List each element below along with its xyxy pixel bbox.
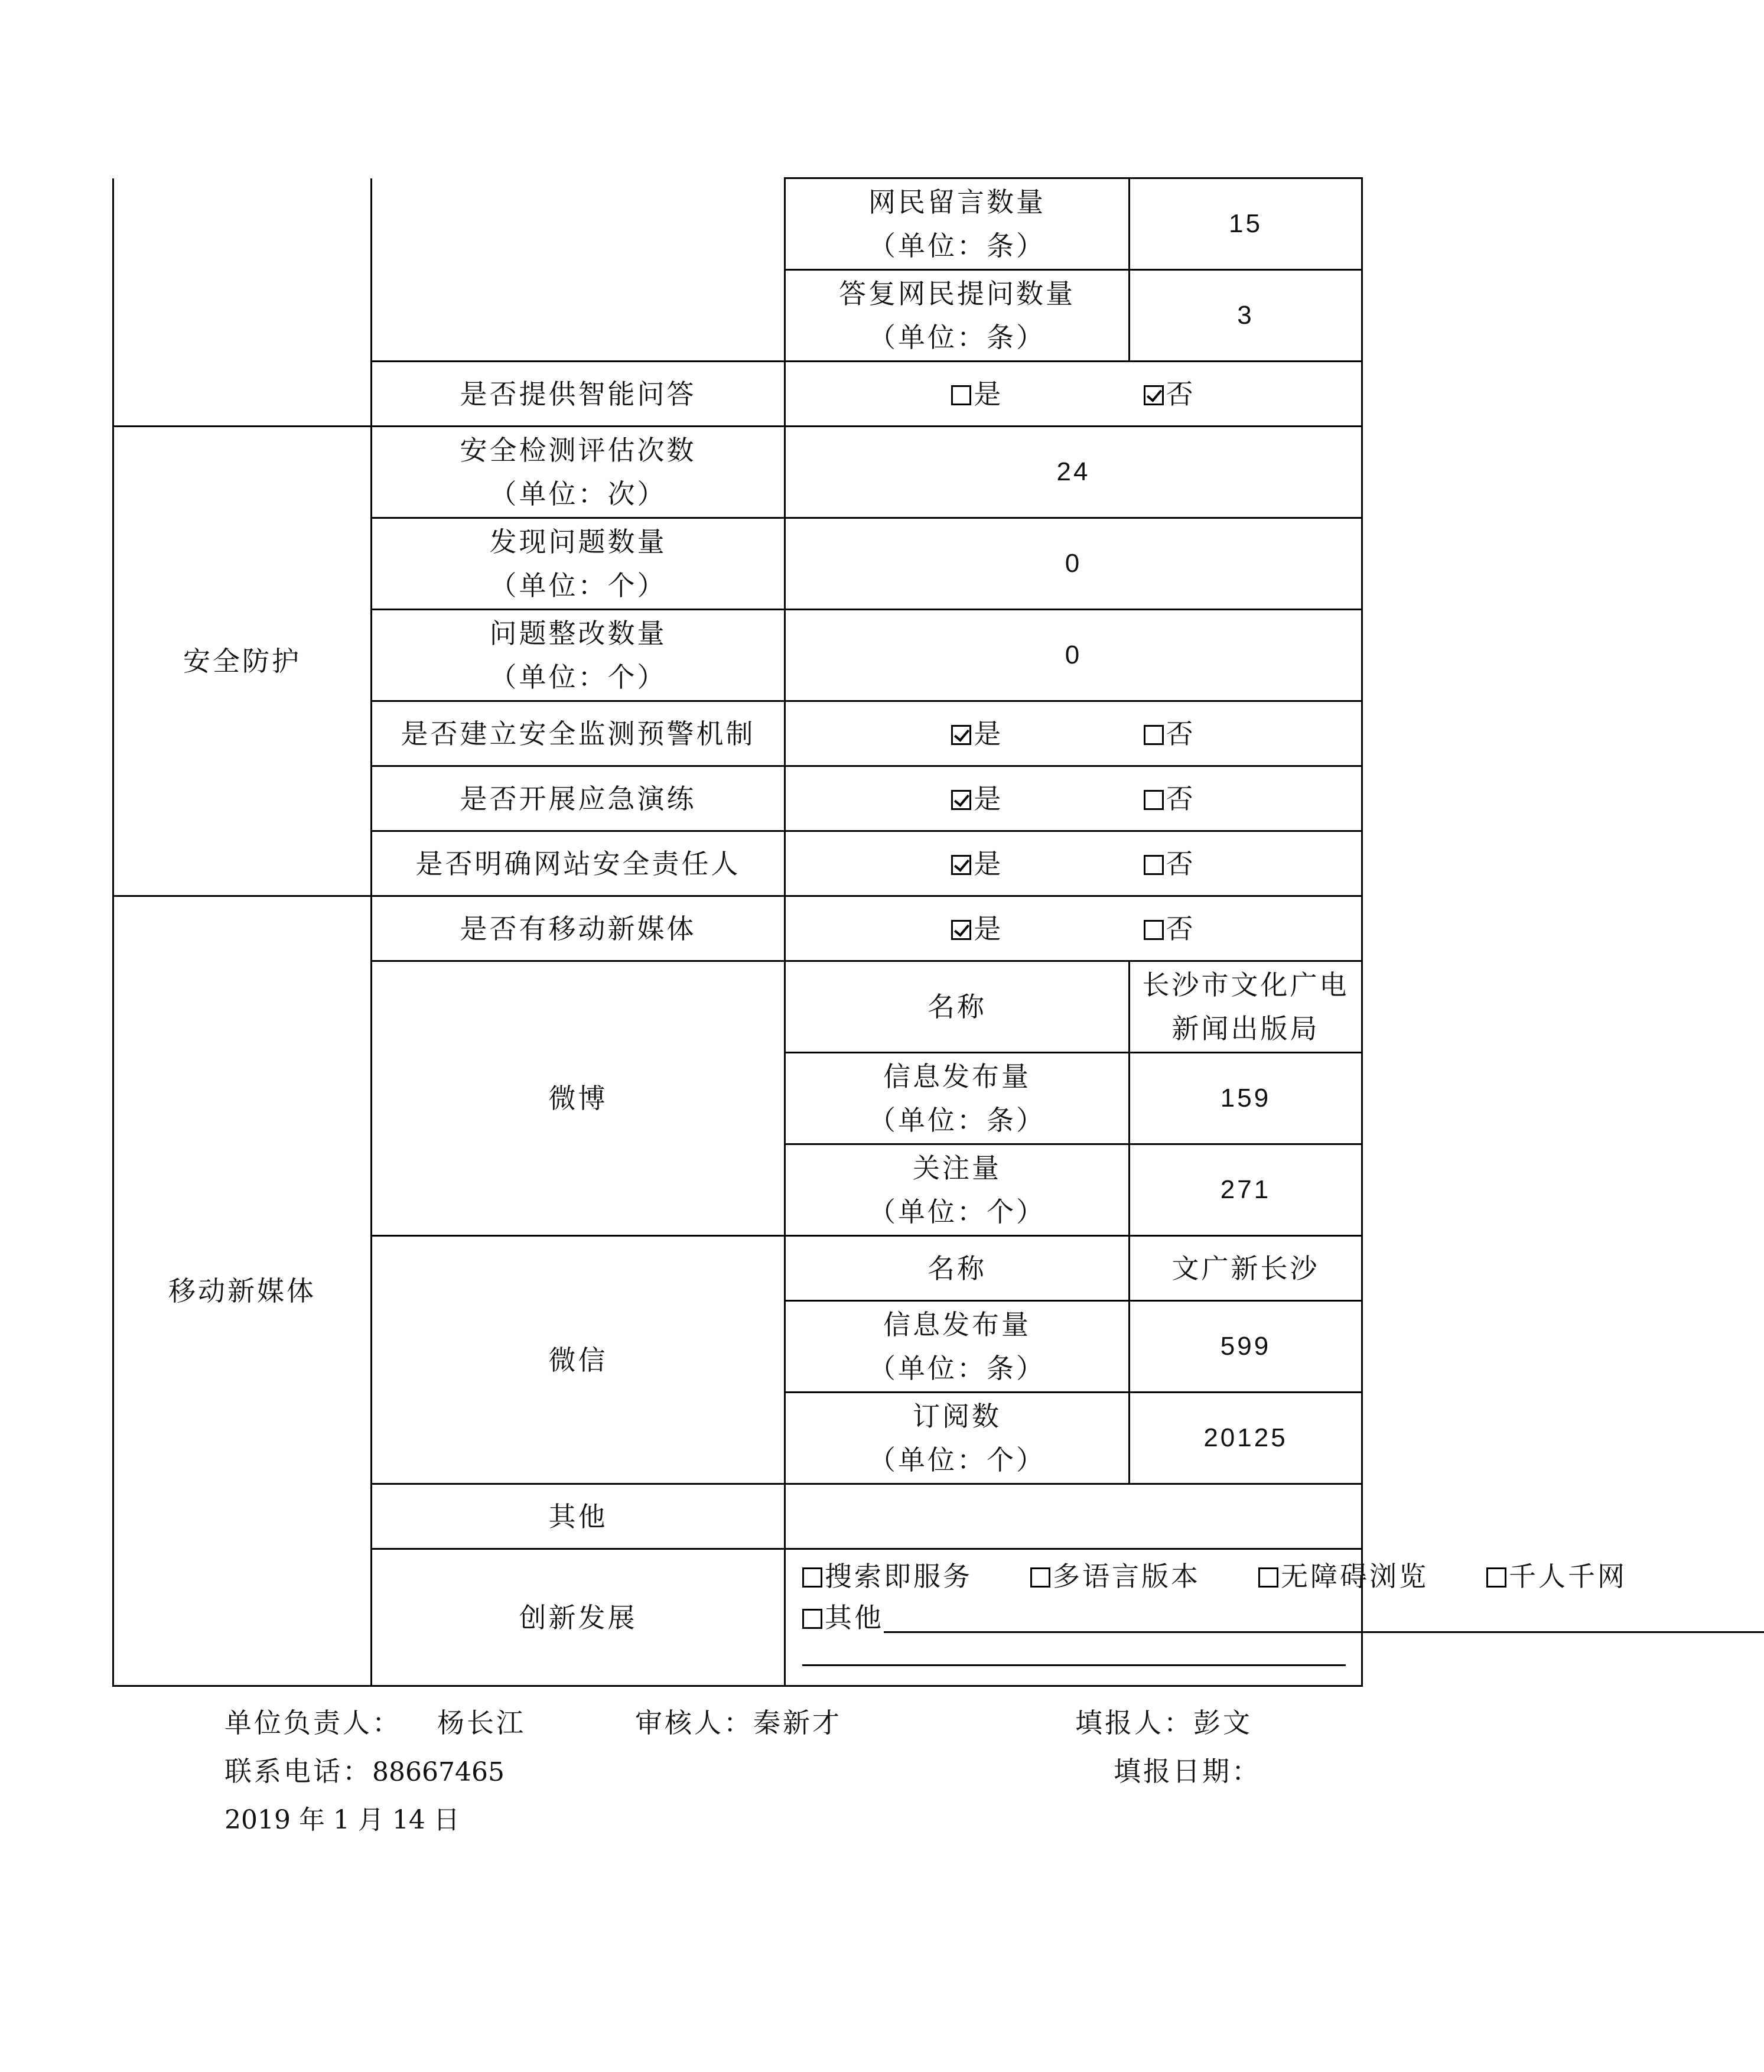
warning-options <box>785 701 1362 766</box>
row-assessment <box>113 427 1362 518</box>
unit-head-name: 杨长江 <box>437 1707 526 1739</box>
wechat-name-label: 名称 <box>785 1236 1130 1301</box>
issues-found-value: 0 <box>785 518 1362 610</box>
weibo-followers-unit: （单位：个） <box>868 1196 1046 1228</box>
wechat-subs-unit: （单位：个） <box>868 1444 1046 1476</box>
checked-checkbox-icon[interactable] <box>951 725 971 745</box>
wechat-name-value: 文广新长沙 <box>1130 1236 1362 1301</box>
weibo-followers-label-cell <box>785 1144 1130 1236</box>
innovation-options <box>785 1549 1627 1686</box>
innovation-option-accessibility[interactable]: 无障碍浏览 <box>1258 1556 1428 1597</box>
security-category: 安全防护 <box>113 427 372 896</box>
wechat-posts-unit: （单位：条） <box>868 1352 1046 1384</box>
unchecked-checkbox-icon[interactable] <box>1144 725 1164 745</box>
warning-no-option[interactable]: 否 <box>1144 712 1196 756</box>
weibo-label: 微博 <box>372 961 785 1236</box>
category-cell-empty <box>113 178 372 427</box>
innovation-option-personalized[interactable]: 千人千网 <box>1486 1556 1627 1597</box>
wechat-posts-label-cell <box>785 1301 1130 1393</box>
weibo-posts-unit: （单位：条） <box>868 1104 1046 1136</box>
has-mobile-label: 是否有移动新媒体 <box>372 896 785 961</box>
weibo-name-value-line2: 新闻出版局 <box>1171 1013 1320 1045</box>
reviewer-name: 秦新才 <box>753 1707 842 1739</box>
unchecked-checkbox-icon[interactable] <box>802 1567 822 1588</box>
wechat-subs-label-cell <box>785 1393 1130 1484</box>
wechat-label: 微信 <box>372 1236 785 1484</box>
reviewer-label: 审核人： <box>635 1707 753 1739</box>
message-count-value: 15 <box>1130 178 1362 270</box>
unit-head <box>224 1702 526 1741</box>
innovation-other-input-line[interactable] <box>884 1608 1764 1633</box>
weibo-posts-label: 信息发布量 <box>883 1061 1031 1092</box>
responsible-yes-option[interactable]: 是 <box>951 842 1003 886</box>
filler-name: 彭文 <box>1193 1707 1252 1739</box>
weibo-name-value-cell <box>1130 961 1362 1053</box>
issues-fixed-label-cell <box>372 610 785 701</box>
drill-no-option[interactable]: 否 <box>1144 777 1196 821</box>
responsible-label: 是否明确网站安全责任人 <box>372 831 785 896</box>
smart-qa-label: 是否提供智能问答 <box>372 362 785 427</box>
wechat-posts-label: 信息发布量 <box>883 1309 1031 1341</box>
issues-found-label: 发现问题数量 <box>489 526 667 558</box>
checked-checkbox-icon[interactable] <box>951 790 971 810</box>
filler-label: 填报人： <box>1075 1707 1193 1739</box>
unchecked-checkbox-icon[interactable] <box>1144 790 1164 810</box>
assessment-label: 安全检测评估次数 <box>460 434 697 466</box>
assessment-value: 24 <box>785 427 1362 518</box>
issues-found-unit: （单位：个） <box>489 570 667 601</box>
message-count-label-cell <box>785 178 1130 270</box>
innovation-option-other[interactable]: 其他 <box>802 1602 884 1634</box>
unchecked-checkbox-icon[interactable] <box>1144 855 1164 875</box>
has-mobile-no-option[interactable]: 否 <box>1144 907 1196 951</box>
weibo-followers-value: 271 <box>1130 1144 1362 1236</box>
innovation-option-multilingual[interactable]: 多语言版本 <box>1030 1556 1200 1597</box>
issues-found-label-cell <box>372 518 785 610</box>
unchecked-checkbox-icon[interactable] <box>1486 1567 1506 1588</box>
assessment-label-cell <box>372 427 785 518</box>
wechat-posts-value: 599 <box>1130 1301 1362 1393</box>
has-mobile-yes-option[interactable]: 是 <box>951 907 1003 951</box>
reply-count-value: 3 <box>1130 270 1362 362</box>
filler <box>1075 1702 1252 1741</box>
issues-fixed-value: 0 <box>785 610 1362 701</box>
smart-qa-options <box>785 362 1362 427</box>
unchecked-checkbox-icon[interactable] <box>1258 1567 1278 1588</box>
reply-count-label-cell <box>785 270 1130 362</box>
date-label: 填报日期： <box>1114 1755 1261 1787</box>
mobile-category: 移动新媒体 <box>113 896 372 1686</box>
phone-label: 联系电话： <box>224 1755 372 1787</box>
weibo-posts-value: 159 <box>1130 1053 1362 1144</box>
issues-fixed-unit: （单位：个） <box>489 661 667 693</box>
drill-label: 是否开展应急演练 <box>372 766 785 831</box>
wechat-subs-value: 20125 <box>1130 1393 1362 1484</box>
unit-head-label: 单位负责人： <box>224 1707 402 1739</box>
has-mobile-options <box>785 896 1362 961</box>
sub-category-cell-empty <box>372 178 785 362</box>
phone <box>224 1750 505 1789</box>
responsible-options <box>785 831 1362 896</box>
warning-yes-option[interactable]: 是 <box>951 712 1003 756</box>
phone-value: 88667465 <box>372 1757 505 1787</box>
drill-yes-option[interactable]: 是 <box>951 777 1003 821</box>
message-count-unit: （单位：条） <box>868 230 1046 262</box>
warning-label: 是否建立安全监测预警机制 <box>372 701 785 766</box>
drill-options <box>785 766 1362 831</box>
weibo-name-value-line1: 长沙市文化广电 <box>1142 969 1349 1001</box>
unchecked-checkbox-icon[interactable] <box>1030 1567 1050 1588</box>
report-table <box>112 177 1627 1687</box>
unchecked-checkbox-icon[interactable] <box>951 385 971 405</box>
mobile-other-label: 其他 <box>372 1484 785 1549</box>
row-message-count <box>113 178 1362 270</box>
reply-count-unit: （单位：条） <box>868 321 1046 353</box>
row-has-mobile <box>113 896 1362 961</box>
weibo-name-label: 名称 <box>785 961 1130 1053</box>
reply-count-label: 答复网民提问数量 <box>839 278 1075 310</box>
date-value: 2019 年 1 月 14 日 <box>224 1805 460 1835</box>
weibo-followers-label: 关注量 <box>913 1152 1001 1184</box>
unchecked-checkbox-icon[interactable] <box>1144 920 1164 940</box>
reviewer <box>635 1702 842 1741</box>
checked-checkbox-icon[interactable] <box>951 920 971 940</box>
innovation-option-search[interactable]: 搜索即服务 <box>802 1556 972 1597</box>
weibo-posts-label-cell <box>785 1053 1130 1144</box>
wechat-subs-label: 订阅数 <box>913 1400 1001 1432</box>
issues-fixed-label: 问题整改数量 <box>489 617 667 649</box>
smart-qa-yes-option[interactable]: 是 <box>951 372 1003 416</box>
date-label-block <box>1114 1750 1261 1789</box>
mobile-other-value[interactable] <box>785 1484 1362 1549</box>
innovation-blank-line[interactable] <box>802 1641 1346 1666</box>
innovation-category: 创新发展 <box>372 1549 785 1686</box>
responsible-no-option[interactable]: 否 <box>1144 842 1196 886</box>
unchecked-checkbox-icon[interactable] <box>802 1609 822 1629</box>
checked-checkbox-icon[interactable] <box>951 855 971 875</box>
checked-checkbox-icon[interactable] <box>1144 385 1164 405</box>
smart-qa-no-option[interactable]: 否 <box>1144 372 1196 416</box>
message-count-label: 网民留言数量 <box>868 186 1046 218</box>
date-value-block <box>224 1798 460 1836</box>
assessment-unit: （单位：次） <box>489 478 667 510</box>
